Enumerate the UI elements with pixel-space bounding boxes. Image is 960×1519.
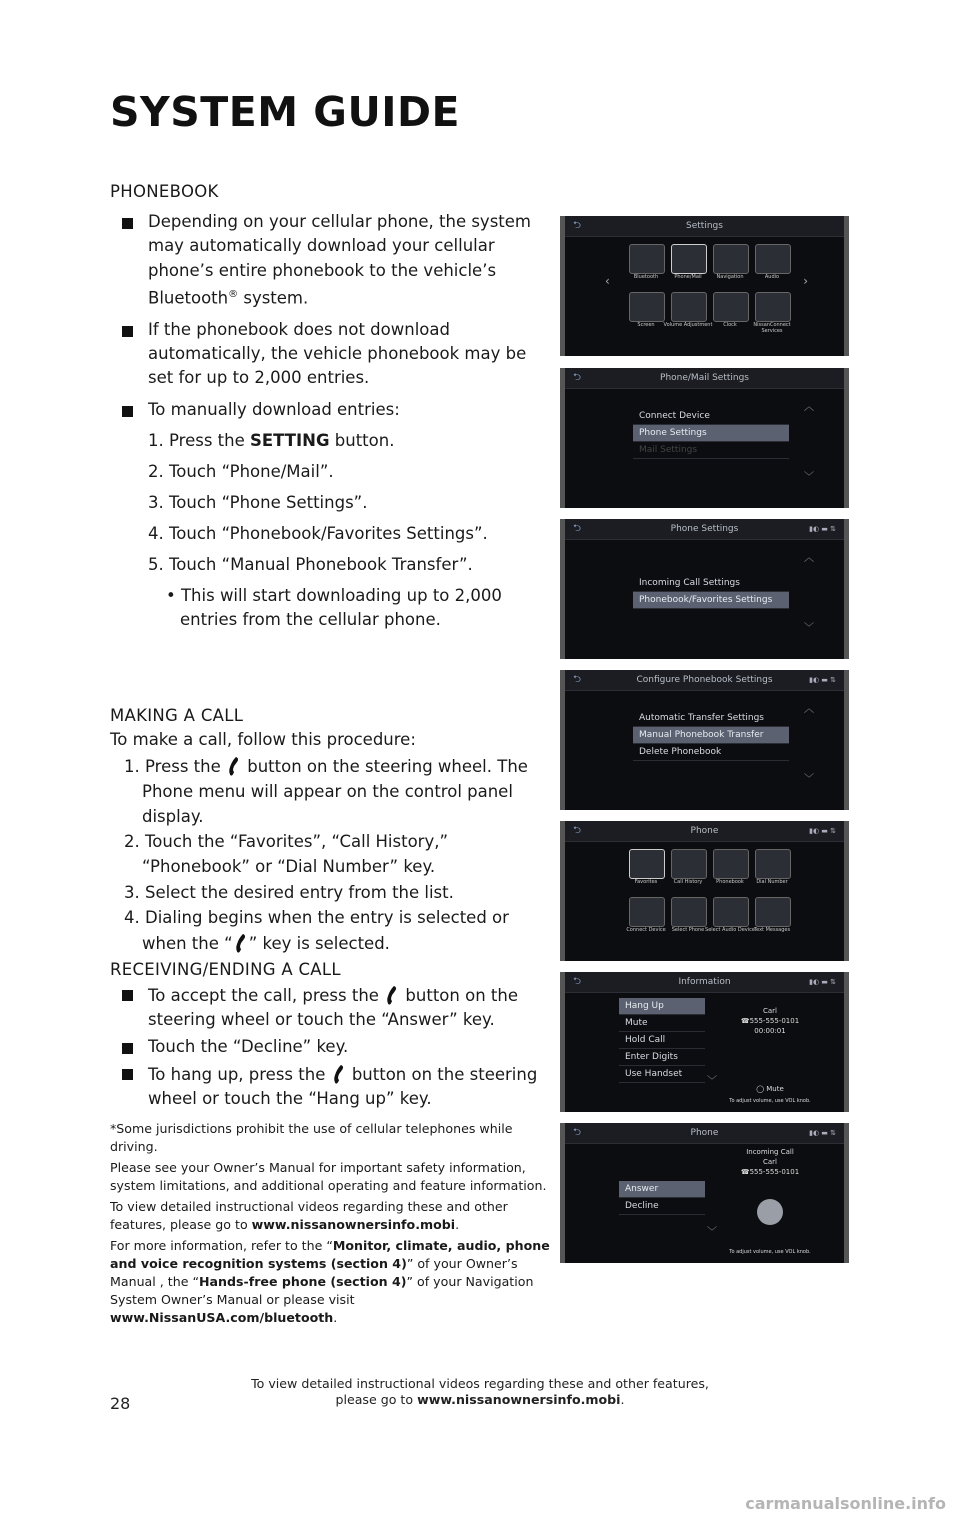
- note-jurisdictions: *Some jurisdictions prohibit the use of cellular telephones while driving.: [110, 1120, 513, 1154]
- answer-button[interactable]: Answer: [619, 1181, 705, 1198]
- menu-item[interactable]: Incoming Call Settings: [633, 575, 789, 592]
- status-icons: ▮◐ ▬ ⇅: [809, 525, 836, 533]
- caller-avatar-icon: [757, 1199, 783, 1225]
- volume-hint: To adjust volume, use VOL knob.: [729, 1249, 811, 1255]
- phonebook-bullet-3: To manually download entries:: [110, 398, 550, 422]
- screen-active-call: [560, 972, 849, 1112]
- bullet-square-icon: [122, 1043, 133, 1054]
- scroll-down-icon[interactable]: ﹀: [804, 623, 814, 634]
- menu-item-selected[interactable]: Manual Phonebook Transfer: [633, 727, 789, 744]
- menu-item[interactable]: Automatic Transfer Settings: [633, 710, 789, 727]
- receiving-bullet-1: To accept the call, press the button on the steering wheel or touch the “Answer” key.: [110, 982, 550, 1033]
- connect-device-tile[interactable]: [629, 897, 665, 927]
- select-phone-tile[interactable]: [671, 897, 707, 927]
- phonebook-step-2: 2. Touch “Phone/Mail”.: [148, 461, 334, 481]
- back-icon[interactable]: ⮌: [573, 825, 582, 836]
- phonebook-bullet-1: Depending on your cellular phone, the system may automatically download your cellular phone’s entire phonebook to the vehicle’s Bluetooth® system.: [110, 210, 550, 311]
- phonebook-section: [110, 180, 550, 632]
- page-number: 28: [110, 1394, 131, 1413]
- chevron-right-icon[interactable]: ›: [803, 274, 808, 288]
- volume-hint: To adjust volume, use VOL knob.: [729, 1098, 811, 1104]
- scroll-up-icon[interactable]: ︿: [804, 704, 814, 715]
- making-call-section: [110, 704, 550, 1330]
- making-call-step-3: 3. Select the desired entry from the list.: [124, 882, 454, 902]
- phonebook-step-4: 4. Touch “Phonebook/Favorites Settings”.: [148, 523, 488, 543]
- decline-button[interactable]: Decline: [619, 1198, 705, 1215]
- menu-item[interactable]: Delete Phonebook: [633, 744, 789, 761]
- phone-handset-icon: [229, 757, 239, 776]
- phone-handset-icon: [334, 1065, 344, 1084]
- back-icon[interactable]: ⮌: [573, 372, 582, 383]
- making-call-step-4: 4. Dialing begins when the entry is selected or when the “ ” key is selected.: [124, 907, 509, 953]
- volume-tile[interactable]: [671, 292, 707, 322]
- bullet-square-icon: [122, 406, 133, 417]
- screen-phone-menu: Phone ⮌ ▮◐ ▬ ⇅ Favorites Call History Phonebook Dial Number Connect Device Select Phone Select Audio Device Text Messages: [560, 821, 849, 961]
- screen-title: Phone: [565, 821, 844, 842]
- back-icon[interactable]: ⮌: [573, 220, 582, 231]
- scroll-down-icon[interactable]: ﹀: [707, 1227, 717, 1238]
- screen-phone-mail-settings: [560, 368, 849, 508]
- nissanconnect-tile[interactable]: [755, 292, 791, 322]
- call-history-tile[interactable]: [671, 849, 707, 879]
- scroll-down-icon[interactable]: ﹀: [804, 472, 814, 483]
- phone-mail-tile[interactable]: [671, 244, 707, 274]
- phonebook-step-1: 1. Press the SETTING button.: [148, 430, 395, 450]
- use-handset-button[interactable]: Use Handset: [619, 1066, 705, 1083]
- mute-indicator: ◯ Mute: [756, 1085, 784, 1093]
- menu-item-selected[interactable]: Phone Settings: [633, 425, 789, 442]
- making-call-step-2: 2. Touch the “Favorites”, “Call History,” “Phonebook” or “Dial Number” key.: [124, 832, 449, 877]
- audio-tile[interactable]: [755, 244, 791, 274]
- back-icon[interactable]: ⮌: [573, 523, 582, 534]
- bluetooth-tile[interactable]: [629, 244, 665, 274]
- receiving-bullet-3: To hang up, press the button on the steering wheel or touch the “Hang up” key.: [110, 1061, 550, 1112]
- status-icons: ▮◐ ▬ ⇅: [809, 676, 836, 684]
- back-icon[interactable]: ⮌: [573, 976, 582, 987]
- mute-button[interactable]: Mute: [619, 1015, 705, 1032]
- hold-call-button[interactable]: Hold Call: [619, 1032, 705, 1049]
- page-footer: To view detailed instructional videos regarding these and other features, please go to www.nissanownersinfo.mobi.: [251, 1376, 709, 1407]
- note-videos: To view detailed instructional videos regarding these and other features, please go to www.nissanownersinfo.mobi.: [110, 1198, 508, 1232]
- menu-item[interactable]: Mail Settings: [633, 442, 789, 459]
- chevron-left-icon[interactable]: ‹: [605, 274, 610, 288]
- screen-phone-settings: [560, 519, 849, 659]
- phonebook-tile[interactable]: [713, 849, 749, 879]
- screen-title: Configure Phonebook Settings: [565, 670, 844, 691]
- status-icons: ▮◐ ▬ ⇅: [809, 827, 836, 835]
- note-owners-manual: Please see your Owner’s Manual for important safety information, system limitations, and additional operating and feature information.: [110, 1159, 547, 1193]
- screen-title: Phone Settings: [565, 519, 844, 540]
- receiving-bullet-2: Touch the “Decline” key.: [110, 1035, 550, 1059]
- clock-tile[interactable]: [713, 292, 749, 322]
- bullet-square-icon: [122, 1069, 133, 1080]
- favorites-tile[interactable]: [629, 849, 665, 879]
- making-call-heading: MAKING A CALL: [110, 706, 244, 725]
- hang-up-button[interactable]: Hang Up: [619, 998, 705, 1015]
- phonebook-step-5: 5. Touch “Manual Phonebook Transfer”.: [148, 554, 473, 574]
- nissan-owners-link[interactable]: www.nissanownersinfo.mobi: [251, 1216, 456, 1232]
- back-icon[interactable]: ⮌: [573, 674, 582, 685]
- phonebook-heading: PHONEBOOK: [110, 182, 219, 201]
- receiving-heading: RECEIVING/ENDING A CALL: [110, 960, 341, 980]
- status-icons: ▮◐ ▬ ⇅: [809, 978, 836, 986]
- caller-info: Carl ☎555-555-0101 00:00:01: [740, 1007, 800, 1035]
- enter-digits-button[interactable]: Enter Digits: [619, 1049, 705, 1066]
- screen-title: Information: [565, 972, 844, 993]
- phonebook-step-5-note: • This will start downloading up to 2,000 entries from the cellular phone.: [166, 585, 502, 629]
- select-audio-tile[interactable]: [713, 897, 749, 927]
- scroll-up-icon[interactable]: ︿: [804, 553, 814, 564]
- page-title: SYSTEM GUIDE: [110, 88, 461, 136]
- scroll-down-icon[interactable]: ﹀: [707, 1076, 717, 1087]
- screen-tile[interactable]: [629, 292, 665, 322]
- menu-item[interactable]: Connect Device: [633, 408, 789, 425]
- bullet-square-icon: [122, 326, 133, 337]
- scroll-down-icon[interactable]: ﹀: [804, 774, 814, 785]
- watermark: carmanualsonline.info: [745, 1494, 946, 1513]
- phonebook-bullet-2: If the phonebook does not download automatically, the vehicle phonebook may be set for up to 2,000 entries.: [110, 318, 550, 391]
- note-more-info: For more information, refer to the “Monitor, climate, audio, phone and voice recognition systems (section 4)” of your Owner’s Manual , the “Hands-free phone (section 4)” of your Navigation System Owner’s Manual or please visit www.NissanUSA.com/bluetooth.: [110, 1237, 550, 1325]
- screen-title: Phone: [565, 1123, 844, 1144]
- phone-handset-icon: [387, 986, 397, 1005]
- making-call-step-1: 1. Press the button on the steering wheel. The Phone menu will appear on the control panel display.: [124, 756, 528, 826]
- phone-handset-icon: [236, 934, 246, 953]
- bullet-square-icon: [122, 218, 133, 229]
- phonebook-step-3: 3. Touch “Phone Settings”.: [148, 492, 368, 512]
- screen-incoming-call: [560, 1123, 849, 1263]
- screen-configure-phonebook: [560, 670, 849, 810]
- screen-title: Phone/Mail Settings: [565, 368, 844, 389]
- bullet-square-icon: [122, 990, 133, 1001]
- status-icons: ▮◐ ▬ ⇅: [809, 1129, 836, 1137]
- nissan-bluetooth-link[interactable]: www.NissanUSA.com/bluetooth: [110, 1309, 334, 1325]
- screen-settings: Settings ⮌ Bluetooth Phone/Mail Navigation Audio Screen Volume Adjustment Clock NissanConnect Services ‹ ›: [560, 216, 849, 356]
- making-call-intro: To make a call, follow this procedure:: [110, 730, 416, 749]
- menu-item-selected[interactable]: Phonebook/Favorites Settings: [633, 592, 789, 609]
- incoming-caller-info: Incoming Call Carl ☎555-555-0101: [740, 1148, 800, 1176]
- scroll-up-icon[interactable]: ︿: [804, 402, 814, 413]
- back-icon[interactable]: ⮌: [573, 1127, 582, 1138]
- footer-link[interactable]: www.nissanownersinfo.mobi: [417, 1392, 621, 1407]
- screen-title: Settings: [565, 216, 844, 237]
- dial-number-tile[interactable]: [755, 849, 791, 879]
- text-messages-tile[interactable]: [755, 897, 791, 927]
- navigation-tile[interactable]: [713, 244, 749, 274]
